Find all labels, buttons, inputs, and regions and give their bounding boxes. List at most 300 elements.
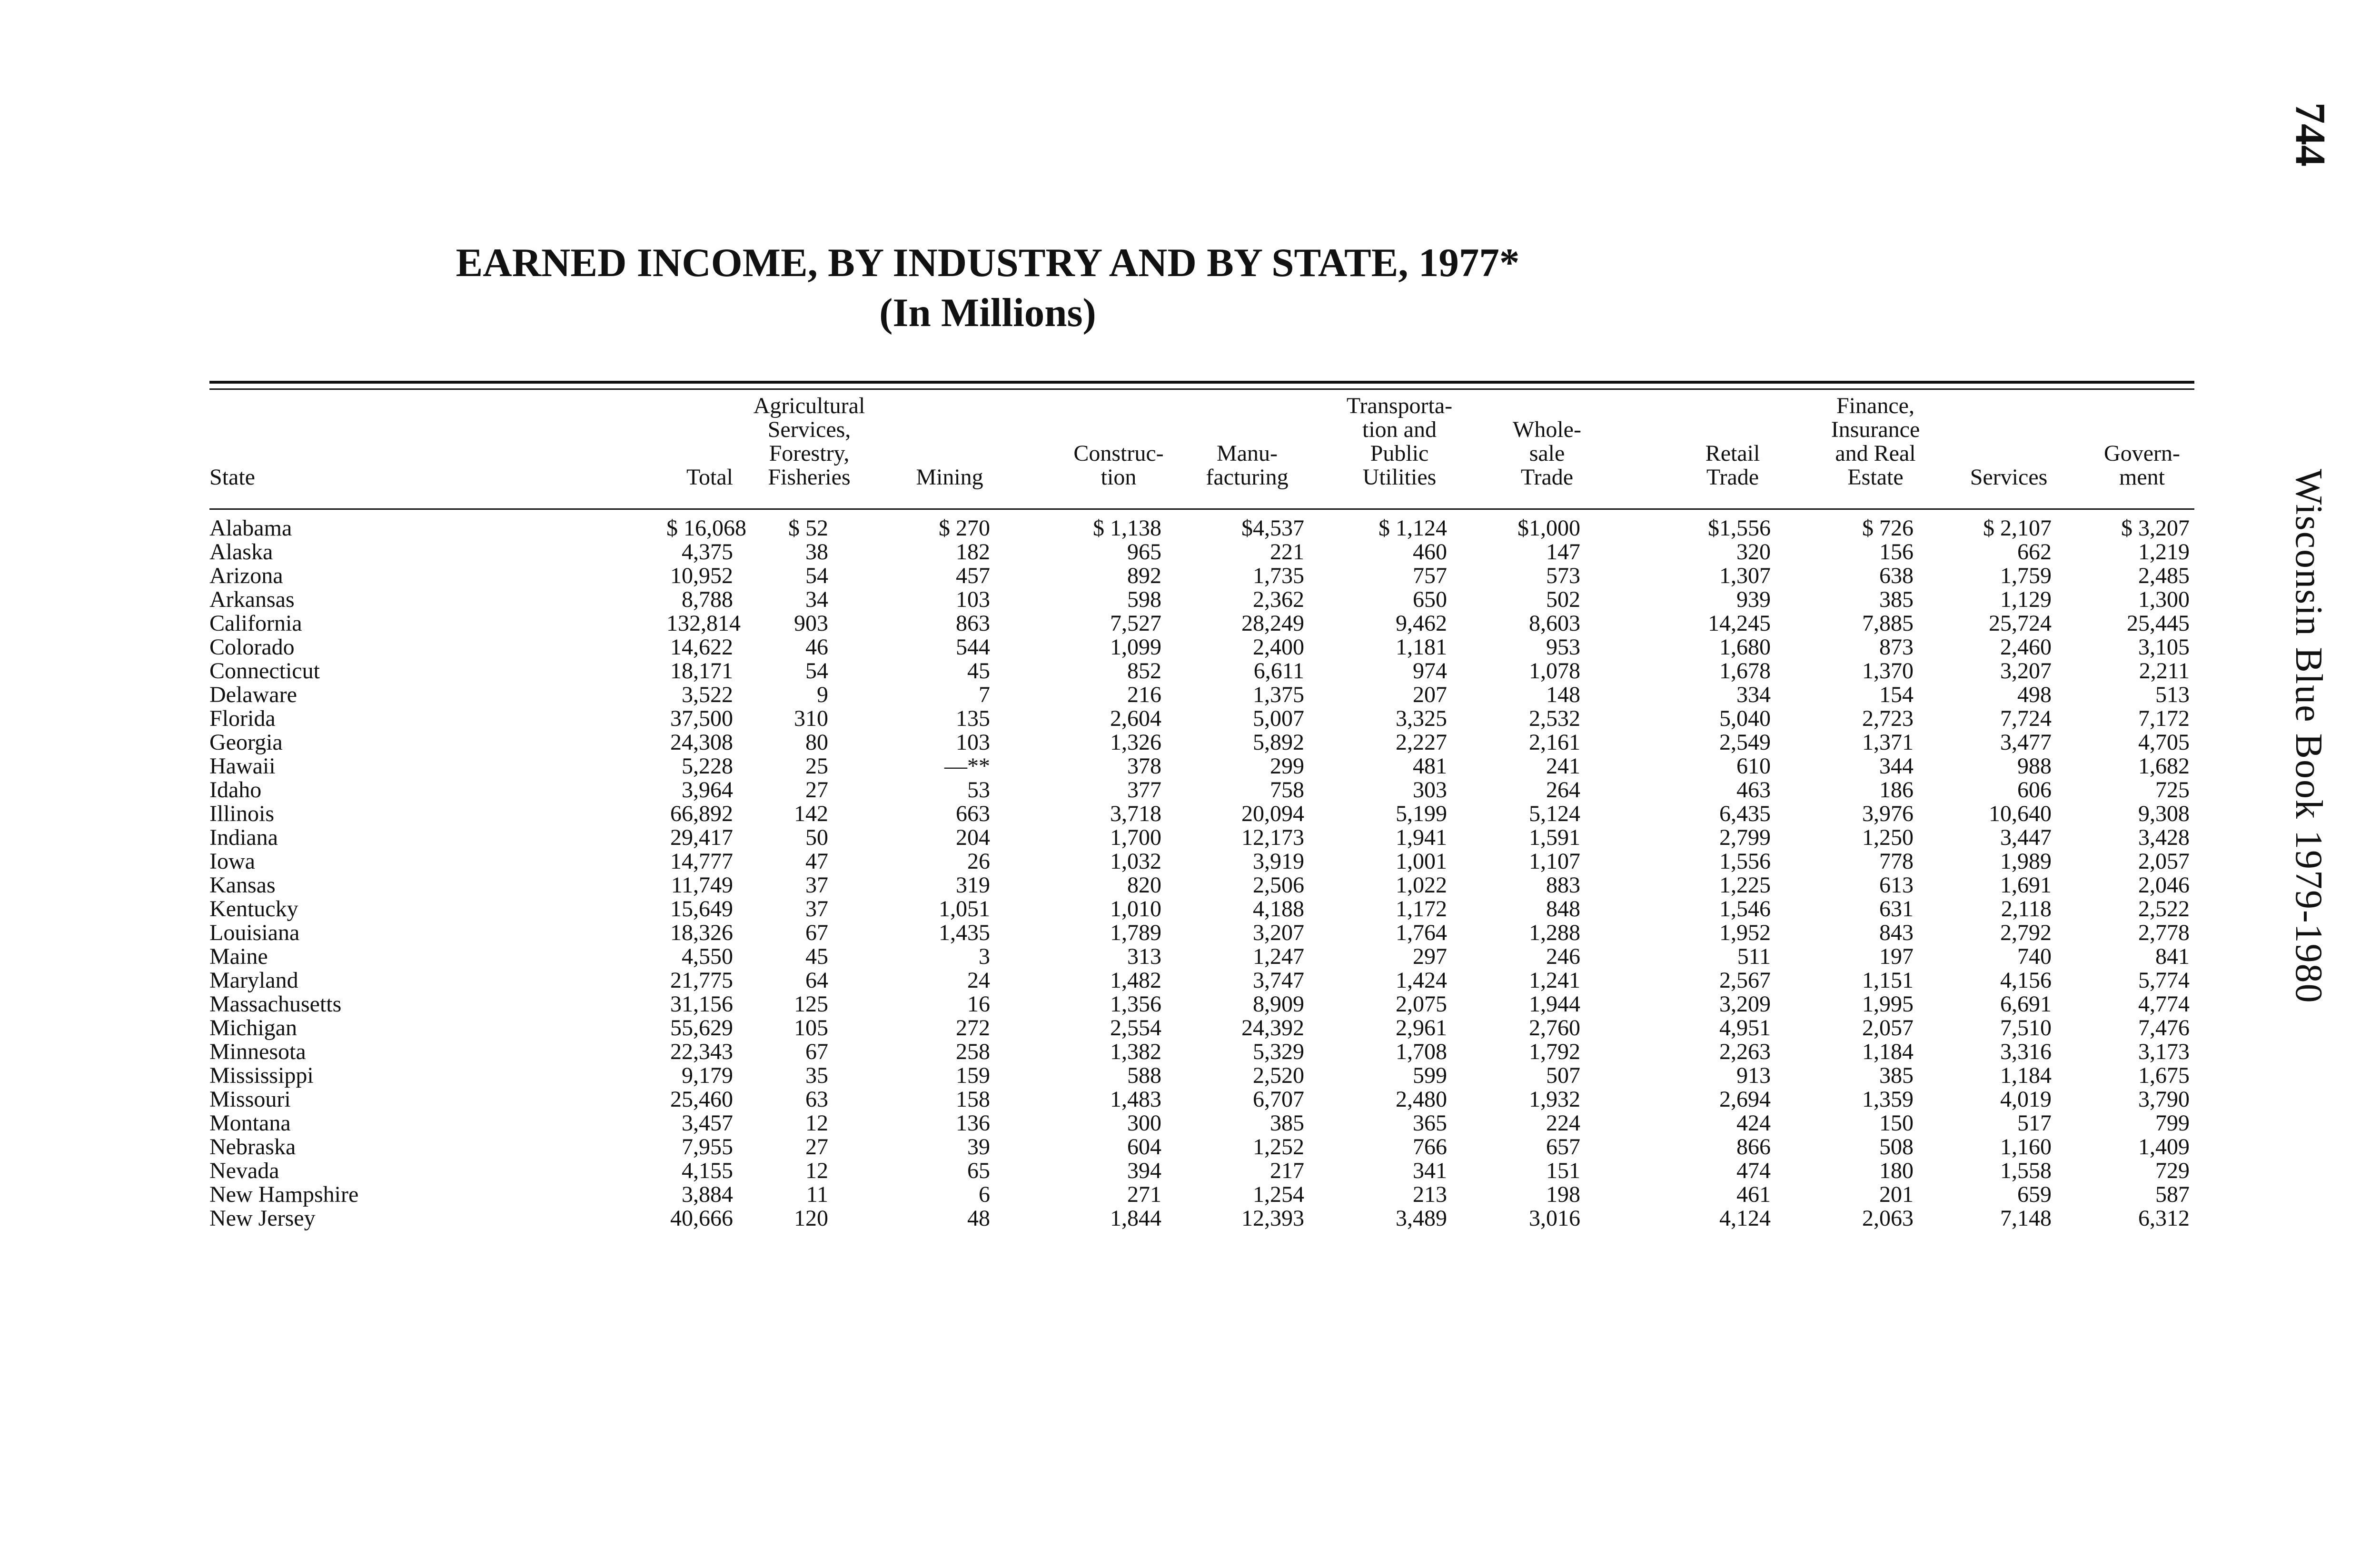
value-cell: 659 — [2017, 1182, 2052, 1207]
value-cell: 1,678 — [1719, 658, 1771, 684]
value-cell: 2,075 — [1396, 991, 1447, 1017]
value-cell: 511 — [1737, 944, 1771, 969]
value-cell: 103 — [956, 587, 990, 612]
value-cell: 2,400 — [1253, 634, 1304, 660]
value-cell: 1,001 — [1396, 849, 1447, 874]
value-cell: 216 — [1127, 682, 1161, 707]
value-cell: 598 — [1127, 587, 1161, 612]
value-cell: 9 — [817, 682, 828, 707]
value-cell: 573 — [1546, 563, 1580, 588]
value-cell: $ 1,138 — [1093, 515, 1161, 541]
value-cell: 385 — [1879, 587, 1914, 612]
value-cell: 6,611 — [1253, 658, 1304, 684]
value-cell: 35 — [805, 1063, 828, 1088]
value-cell: 180 — [1879, 1158, 1914, 1183]
value-cell: 461 — [1736, 1182, 1771, 1207]
value-cell: 4,550 — [682, 944, 733, 969]
value-cell: 213 — [1413, 1182, 1447, 1207]
value-cell: 1,241 — [1529, 968, 1580, 993]
value-cell: 7,527 — [1110, 611, 1161, 636]
value-cell: 186 — [1879, 777, 1914, 803]
value-cell: 481 — [1413, 753, 1447, 779]
value-cell: 638 — [1879, 563, 1914, 588]
value-cell: 5,040 — [1719, 706, 1771, 731]
value-cell: 1,172 — [1396, 896, 1447, 922]
state-name: Maryland — [209, 969, 590, 992]
value-cell: 1,254 — [1253, 1182, 1304, 1207]
value-cell: 3,105 — [2138, 634, 2190, 660]
value-cell: 54 — [805, 563, 828, 588]
value-cell: 599 — [1413, 1063, 1447, 1088]
value-cell: 8,909 — [1253, 991, 1304, 1017]
value-cell: 39 — [967, 1134, 990, 1160]
value-cell: 272 — [956, 1015, 990, 1041]
value-cell: 588 — [1127, 1063, 1161, 1088]
value-cell: 18,171 — [670, 658, 733, 684]
value-cell: 2,046 — [2138, 872, 2190, 898]
value-cell: 873 — [1879, 634, 1914, 660]
value-cell: 1,675 — [2138, 1063, 2190, 1088]
value-cell: 204 — [956, 825, 990, 850]
value-cell: 650 — [1413, 587, 1447, 612]
header-wholesale-line-2: sale — [1529, 441, 1565, 466]
state-name: Alaska — [209, 540, 590, 564]
value-cell: 207 — [1413, 682, 1447, 707]
value-cell: 25 — [805, 753, 828, 779]
value-cell: 2,362 — [1253, 587, 1304, 612]
header-agricultural-line-2: Services, — [767, 417, 851, 442]
value-cell: 892 — [1127, 563, 1161, 588]
value-cell: 50 — [805, 825, 828, 850]
value-cell: 201 — [1879, 1182, 1914, 1207]
value-cell: 3,173 — [2138, 1039, 2190, 1064]
value-cell: 12 — [805, 1158, 828, 1183]
value-cell: 1,151 — [1862, 968, 1914, 993]
state-name: New Jersey — [209, 1207, 590, 1230]
value-cell: 1,160 — [2000, 1134, 2052, 1160]
value-cell: 9,462 — [1396, 611, 1447, 636]
value-cell: 258 — [956, 1039, 990, 1064]
value-cell: 53 — [967, 777, 990, 803]
value-cell: 1,099 — [1110, 634, 1161, 660]
state-name: Arizona — [209, 564, 590, 588]
value-cell: 3,747 — [1253, 968, 1304, 993]
value-cell: 1,735 — [1253, 563, 1304, 588]
value-cell: 663 — [956, 801, 990, 826]
value-cell: $ 1,124 — [1378, 515, 1447, 541]
value-cell: 939 — [1736, 587, 1771, 612]
value-cell: 1,680 — [1719, 634, 1771, 660]
value-cell: 25,460 — [670, 1087, 733, 1112]
value-cell: 5,228 — [682, 753, 733, 779]
value-cell: 725 — [2155, 777, 2190, 803]
value-cell: 965 — [1127, 539, 1161, 565]
value-cell: 64 — [805, 968, 828, 993]
value-cell: 1,546 — [1719, 896, 1771, 922]
value-cell: $1,556 — [1708, 515, 1771, 541]
value-cell: 135 — [956, 706, 990, 731]
value-cell: 1,247 — [1253, 944, 1304, 969]
state-name: Nevada — [209, 1159, 590, 1183]
value-cell: 766 — [1413, 1134, 1447, 1160]
table-title-block — [190, 238, 1785, 338]
value-cell: 221 — [1270, 539, 1304, 565]
header-finance-line-2: Insurance — [1831, 417, 1920, 442]
value-cell: 24 — [967, 968, 990, 993]
value-cell: 517 — [2017, 1110, 2052, 1136]
state-name: Massachusetts — [209, 992, 590, 1016]
value-cell: 34 — [805, 587, 828, 612]
value-cell: 507 — [1546, 1063, 1580, 1088]
value-cell: 125 — [794, 991, 828, 1017]
value-cell: 246 — [1546, 944, 1580, 969]
value-cell: 463 — [1736, 777, 1771, 803]
value-cell: 1,225 — [1719, 872, 1771, 898]
value-cell: 3,884 — [682, 1182, 733, 1207]
state-name: New Hampshire — [209, 1183, 590, 1207]
value-cell: 103 — [956, 730, 990, 755]
value-cell: 310 — [794, 706, 828, 731]
value-cell: 67 — [805, 1039, 828, 1064]
value-cell: 757 — [1413, 563, 1447, 588]
value-cell: 1,932 — [1529, 1087, 1580, 1112]
value-cell: 1,371 — [1862, 730, 1914, 755]
value-cell: 5,124 — [1529, 801, 1580, 826]
value-cell: 45 — [805, 944, 828, 969]
value-cell: 606 — [2017, 777, 2052, 803]
state-name: Missouri — [209, 1088, 590, 1111]
value-cell: 12,173 — [1241, 825, 1304, 850]
value-cell: 974 — [1413, 658, 1447, 684]
top-double-rule-1 — [209, 381, 2194, 384]
value-cell: 385 — [1270, 1110, 1304, 1136]
value-cell: 198 — [1546, 1182, 1580, 1207]
value-cell: 7,476 — [2138, 1015, 2190, 1041]
value-cell: 1,556 — [1719, 849, 1771, 874]
value-cell: 385 — [1879, 1063, 1914, 1088]
value-cell: 271 — [1127, 1182, 1161, 1207]
value-cell: 22,343 — [670, 1039, 733, 1064]
value-cell: 303 — [1413, 777, 1447, 803]
value-cell: 729 — [2155, 1158, 2190, 1183]
value-cell: 3,457 — [682, 1110, 733, 1136]
value-cell: 320 — [1736, 539, 1771, 565]
value-cell: 38 — [805, 539, 828, 565]
value-cell: 1,759 — [2000, 563, 2052, 588]
value-cell: 24,392 — [1241, 1015, 1304, 1041]
value-cell: 508 — [1879, 1134, 1914, 1160]
value-cell: 883 — [1546, 872, 1580, 898]
value-cell: 147 — [1546, 539, 1580, 565]
value-cell: 3,428 — [2138, 825, 2190, 850]
value-cell: 3,325 — [1396, 706, 1447, 731]
value-cell: 843 — [1879, 920, 1914, 945]
value-cell: 1,708 — [1396, 1039, 1447, 1064]
value-cell: 2,694 — [1719, 1087, 1771, 1112]
value-cell: 120 — [794, 1206, 828, 1231]
value-cell: 848 — [1546, 896, 1580, 922]
header-agricultural-line-3: Forestry, — [769, 441, 850, 466]
header-government-line-2: ment — [2119, 465, 2165, 490]
value-cell: 498 — [2017, 682, 2052, 707]
value-cell: 3,790 — [2138, 1087, 2190, 1112]
value-cell: 25,724 — [1989, 611, 2052, 636]
value-cell: 4,019 — [2000, 1087, 2052, 1112]
value-cell: 1,300 — [2138, 587, 2190, 612]
value-cell: 740 — [2017, 944, 2052, 969]
value-cell: 55,629 — [670, 1015, 733, 1041]
value-cell: 37,500 — [670, 706, 733, 731]
value-cell: 5,007 — [1253, 706, 1304, 731]
value-cell: 5,892 — [1253, 730, 1304, 755]
header-construction-line-1: Construc- — [1073, 441, 1164, 466]
value-cell: 241 — [1546, 753, 1580, 779]
header-bottom-rule — [209, 508, 2194, 510]
value-cell: 1,184 — [2000, 1063, 2052, 1088]
value-cell: 460 — [1413, 539, 1447, 565]
value-cell: 4,188 — [1253, 896, 1304, 922]
state-name: Florida — [209, 707, 590, 731]
value-cell: 1,078 — [1529, 658, 1580, 684]
value-cell: 4,155 — [682, 1158, 733, 1183]
value-cell: 31,156 — [670, 991, 733, 1017]
value-cell: 6,312 — [2138, 1206, 2190, 1231]
value-cell: 151 — [1546, 1158, 1580, 1183]
header-transportation-line-1: Transporta- — [1346, 393, 1453, 418]
header-construction-line-2: tion — [1101, 465, 1137, 490]
value-cell: 37 — [805, 896, 828, 922]
value-cell: 299 — [1270, 753, 1304, 779]
value-cell: 2,063 — [1862, 1206, 1914, 1231]
value-cell: 9,179 — [682, 1063, 733, 1088]
value-cell: 12,393 — [1241, 1206, 1304, 1231]
value-cell: 105 — [794, 1015, 828, 1041]
value-cell: 8,603 — [1529, 611, 1580, 636]
value-cell: 1,326 — [1110, 730, 1161, 755]
value-cell: 14,777 — [670, 849, 733, 874]
value-cell: 7,955 — [682, 1134, 733, 1160]
value-cell: 1,051 — [939, 896, 990, 922]
value-cell: 2,485 — [2138, 563, 2190, 588]
value-cell: 29,417 — [670, 825, 733, 850]
value-cell: 1,022 — [1396, 872, 1447, 898]
value-cell: 3,447 — [2000, 825, 2052, 850]
value-cell: 1,941 — [1396, 825, 1447, 850]
value-cell: 657 — [1546, 1134, 1580, 1160]
value-cell: 863 — [956, 611, 990, 636]
header-agricultural-line-4: Fisheries — [768, 465, 851, 490]
value-cell: 18,326 — [670, 920, 733, 945]
value-cell: 156 — [1879, 539, 1914, 565]
value-cell: 14,622 — [670, 634, 733, 660]
value-cell: 5,329 — [1253, 1039, 1304, 1064]
value-cell: 610 — [1736, 753, 1771, 779]
value-cell: 10,640 — [1989, 801, 2052, 826]
value-cell: $ 52 — [788, 515, 828, 541]
value-cell: 1,375 — [1253, 682, 1304, 707]
value-cell: 334 — [1736, 682, 1771, 707]
value-cell: 3,016 — [1529, 1206, 1580, 1231]
value-cell: 224 — [1546, 1110, 1580, 1136]
value-cell: 300 — [1127, 1110, 1161, 1136]
value-cell: $ 726 — [1862, 515, 1914, 541]
state-name: Iowa — [209, 850, 590, 873]
value-cell: 953 — [1546, 634, 1580, 660]
value-cell: 1,288 — [1529, 920, 1580, 945]
header-transportation-line-3: Public — [1370, 441, 1429, 466]
value-cell: 1,252 — [1253, 1134, 1304, 1160]
value-cell: 3,976 — [1862, 801, 1914, 826]
value-cell: 46 — [805, 634, 828, 660]
value-cell: 37 — [805, 872, 828, 898]
value-cell: 662 — [2017, 539, 2052, 565]
value-cell: 158 — [956, 1087, 990, 1112]
value-cell: 1,010 — [1110, 896, 1161, 922]
header-agricultural-line-1: Agricultural — [753, 393, 865, 418]
value-cell: 217 — [1270, 1158, 1304, 1183]
state-name: Idaho — [209, 778, 590, 802]
value-cell: 319 — [956, 872, 990, 898]
value-cell: 2,118 — [2001, 896, 2052, 922]
table-title: EARNED INCOME, BY INDUSTRY AND BY STATE, 1977* — [456, 240, 1520, 285]
value-cell: 457 — [956, 563, 990, 588]
value-cell: 2,799 — [1719, 825, 1771, 850]
value-cell: 3,316 — [2000, 1039, 2052, 1064]
value-cell: 27 — [805, 777, 828, 803]
value-cell: 142 — [794, 801, 828, 826]
value-cell: 1,181 — [1396, 634, 1447, 660]
value-cell: 6 — [979, 1182, 990, 1207]
value-cell: 2,604 — [1110, 706, 1161, 731]
value-cell: 11 — [806, 1182, 828, 1207]
header-wholesale-line-3: Trade — [1520, 465, 1574, 490]
state-name: Colorado — [209, 635, 590, 659]
value-cell: 394 — [1127, 1158, 1161, 1183]
value-cell: 2,723 — [1862, 706, 1914, 731]
value-cell: 7,885 — [1862, 611, 1914, 636]
state-name: Kentucky — [209, 897, 590, 921]
value-cell: 1,700 — [1110, 825, 1161, 850]
value-cell: 3,522 — [682, 682, 733, 707]
value-cell: 1,952 — [1719, 920, 1771, 945]
value-cell: 313 — [1127, 944, 1161, 969]
running-head: Wisconsin Blue Book 1979-1980 — [2288, 469, 2330, 1004]
value-cell: $ 16,068 — [666, 515, 746, 541]
value-cell: 2,263 — [1719, 1039, 1771, 1064]
state-name: Michigan — [209, 1016, 590, 1040]
value-cell: 587 — [2155, 1182, 2190, 1207]
value-cell: $ 2,107 — [1983, 515, 2052, 541]
value-cell: 988 — [2017, 753, 2052, 779]
value-cell: 1,129 — [2000, 587, 2052, 612]
value-cell: 48 — [967, 1206, 990, 1231]
value-cell: 197 — [1879, 944, 1914, 969]
value-cell: 424 — [1736, 1110, 1771, 1136]
value-cell: 2,161 — [1529, 730, 1580, 755]
value-cell: 1,370 — [1862, 658, 1914, 684]
value-cell: 1,995 — [1862, 991, 1914, 1017]
value-cell: 1,591 — [1529, 825, 1580, 850]
header-finance-line-1: Finance, — [1836, 393, 1914, 418]
value-cell: 778 — [1879, 849, 1914, 874]
value-cell: 3,919 — [1253, 849, 1304, 874]
value-cell: 47 — [805, 849, 828, 874]
value-cell: 377 — [1127, 777, 1161, 803]
value-cell: 1,792 — [1529, 1039, 1580, 1064]
value-cell: 7,148 — [2000, 1206, 2052, 1231]
value-cell: 148 — [1546, 682, 1580, 707]
value-cell: 136 — [956, 1110, 990, 1136]
state-name: Indiana — [209, 826, 590, 850]
value-cell: 132,814 — [666, 611, 741, 636]
state-name: Montana — [209, 1111, 590, 1135]
value-cell: 8,788 — [682, 587, 733, 612]
state-name: Arkansas — [209, 588, 590, 612]
value-cell: 2,567 — [1719, 968, 1771, 993]
value-cell: 3,207 — [1253, 920, 1304, 945]
value-cell: 2,057 — [1862, 1015, 1914, 1041]
value-cell: 80 — [805, 730, 828, 755]
value-cell: 1,409 — [2138, 1134, 2190, 1160]
header-manufacturing-line-1: Manu- — [1217, 441, 1278, 466]
state-name: Alabama — [209, 516, 590, 540]
value-cell: 1,435 — [939, 920, 990, 945]
header-finance-line-3: and Real — [1835, 441, 1916, 466]
value-cell: 16 — [967, 991, 990, 1017]
value-cell: 297 — [1413, 944, 1447, 969]
header-total: Total — [686, 465, 733, 490]
value-cell: 613 — [1879, 872, 1914, 898]
value-cell: 2,549 — [1719, 730, 1771, 755]
value-cell: $1,000 — [1517, 515, 1580, 541]
value-cell: 15,649 — [670, 896, 733, 922]
value-cell: 799 — [2155, 1110, 2190, 1136]
value-cell: 866 — [1736, 1134, 1771, 1160]
value-cell: 4,375 — [682, 539, 733, 565]
value-cell: 2,506 — [1253, 872, 1304, 898]
value-cell: 6,707 — [1253, 1087, 1304, 1112]
value-cell: 2,227 — [1396, 730, 1447, 755]
value-cell: 7,510 — [2000, 1015, 2052, 1041]
value-cell: 26 — [967, 849, 990, 874]
value-cell: 1,356 — [1110, 991, 1161, 1017]
value-cell: 6,435 — [1719, 801, 1771, 826]
value-cell: 54 — [805, 658, 828, 684]
value-cell: 6,691 — [2000, 991, 2052, 1017]
value-cell: 154 — [1879, 682, 1914, 707]
value-cell: $4,537 — [1241, 515, 1304, 541]
value-cell: 3 — [979, 944, 990, 969]
state-name: Illinois — [209, 802, 590, 826]
value-cell: 758 — [1270, 777, 1304, 803]
value-cell: 1,359 — [1862, 1087, 1914, 1112]
value-cell: 2,760 — [1529, 1015, 1580, 1041]
state-name: Connecticut — [209, 659, 590, 683]
top-double-rule-2 — [209, 388, 2194, 390]
value-cell: 3,207 — [2000, 658, 2052, 684]
value-cell: 4,705 — [2138, 730, 2190, 755]
value-cell: 1,482 — [1110, 968, 1161, 993]
value-cell: 474 — [1736, 1158, 1771, 1183]
value-cell: 150 — [1879, 1110, 1914, 1136]
value-cell: 21,775 — [670, 968, 733, 993]
value-cell: 12 — [805, 1110, 828, 1136]
state-name: Maine — [209, 945, 590, 969]
value-cell: 2,792 — [2000, 920, 2052, 945]
value-cell: 1,844 — [1110, 1206, 1161, 1231]
header-retail-line-2: Trade — [1706, 465, 1759, 490]
value-cell: 63 — [805, 1087, 828, 1112]
